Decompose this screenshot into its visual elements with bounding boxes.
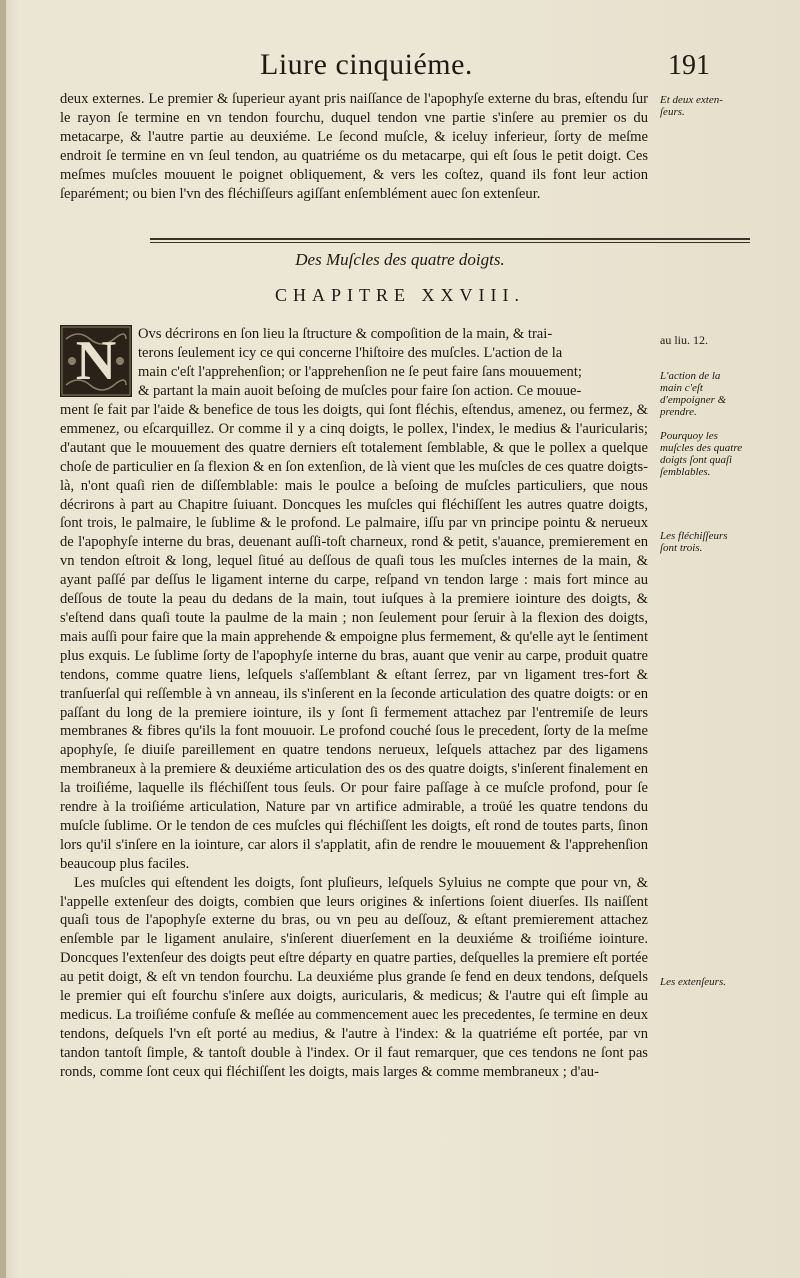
chapter-opening-lines	[138, 325, 650, 401]
chapter-body	[60, 401, 648, 1082]
margin-note: Et deux exten-ſeurs.	[660, 94, 723, 118]
paragraph-fingers-flexors: ment ſe fait par l'aide & benefice de tous les doigts, qui ſont fléchis, eſtendus, amenez, ou fermez, & emmenez, ou eſcarquillez. Or comme il y a cinq doigts, le pollex, l'index, le medius & l'auricularis; d'autant que le mouuement des quatre derniers eſt totalement ſemblable, & que le pollex a quelque choſe de particulier en ſa flexion & en ſon extenſion, de là vient que les muſcles de ces quatre doigts-là, n'ont quaſi rien de diſſemblable: mais le poulce a beſoing de muſcles particuliers, que nous décrirons à part au Chapitre ſuiuant. Doncques les muſcles qui fléchiſſent les autres quatre doigts, ſont trois, le palmaire, le ſublime & le profond. Le palmaire, iſſu par vn principe pointu & nerueux de l'apophyſe interne du bras, deuenant auſſi-toſt charneux, rond & petit, s'auance, premierement en vn tendon eſtroit & long, lequel ſitué au deſſous de quaſi tous les muſcles internes de la main, & ayant paſſé par deſſus le ligament interne du carpe, reſpand vn tendon large : mais fort mince au deſſous de toute la peau du dedans de la main, tout iuſques à la premiere iointure des doigts, & s'eſtend dans quaſi toute la paulme de la main ; non ſeulement pour ſeruir à la flexion des doigts, mais auſſi pour faire que la main apprehende & empoigne plus fermement, & qu'elle ayt le ſentiment plus exquis. Le ſublime ſorty de l'apophyſe interne du bras, auant que venir au carpe, produit quatre tendons, comme quatre liens, leſquels s'aſſemblant & eſtant ſerrez, par vn ligament tres-fort & tranſuerſal qui reſſemble à vn anneau, ils s'inſerent en la ſeconde articulation des quatre doigts: or en paſſant du long de la premiere iointure, ils y ſont ſi fermement attachez par l'entremiſe de leurs membranes & fibres qu'ils la font mouuoir. Le profond couché ſous le precedent, ſorty de la meſme apophyſe, ſe diuiſe pareillement en quatre tendons nerueux, leſquels attachez par des ligamens membraneux à la premiere & deuxiéme articulation des os des quatre doigts, s'inſerent finalement en la troiſiéme, laquelle ils fléchiſſent tous ſeuls. Or pour faire paſſage à ce muſcle profond, pour ſe rendre à la troiſiéme articulation, Nature par vn artifice admirable, a troüé les quatre tendons du muſcle ſublime. Or le tendon de ces muſcles qui fléchiſſent les doigts, eſt rond de toutes parts, ſinon lors qu'il s'inſere en la iointure, car alors il s'applatit, afin de rendre le mouuement & l'apprehenſion beaucoup plus faciles.	[60, 402, 648, 872]
paragraph-fingers-extensors: Les muſcles qui eſtendent les doigts, ſont pluſieurs, leſquels Syluius ne compte que pour vn, & l'appelle extenſeur des doigts, combien que leurs origines & inſertions ſoient diuerſes. Ils naiſſent quaſi tous de l'apophyſe externe du bras, ou vn peu au deſſouz, & eſtant premierement attachez enſemble par le ligament anulaire, s'inſerent diuerſement en la deuxiéme & troiſiéme iointure. Doncques l'extenſeur des doigts peut eſtre départy en quatre parties, deſquelles la premiere eſt portée au petit doigt, & eſt vn tendon fourchu. La deuxiéme plus grande ſe fend en deux tendons, deſquels le premier qui eſt fourchu s'inſere aux doigts, auricularis, & medicus; & l'autre qui eſt ſimple au medicus. La troiſiéme confuſe & meſlée au commencement auec les precedentes, ſe termine en deux tendons, deſquels l'vn eſt porté au medius, & l'autre à l'index: & la quatriéme eſt portée, par vn tandon tantoſt ſimple, & tantoſt double à l'index. Or il faut remarquer, que ces tendons ne ſont pas ronds, comme ſont ceux qui fléchiſſent les doigts, mais larges & comme membraneux ; d'au-	[60, 874, 648, 1080]
margin-note: L'action de la main c'eſt d'empoigner & prendre.	[660, 370, 727, 418]
chapter-heading: CHAPITRE XXVIII.	[275, 285, 525, 305]
ornamental-dropcap	[60, 325, 132, 397]
page-header	[60, 48, 710, 88]
cross-reference: au liu. 12.	[660, 333, 708, 347]
running-title: Liure cinquiéme.	[260, 48, 473, 81]
margin-note: Pourquoy les muſcles des quatre doigts ſont quaſi ſemblables.	[660, 430, 743, 478]
opening-line: Ovs décrirons en ſon lieu la ſtructure & compoſition de la main, & trai-	[138, 326, 553, 342]
intro-paragraph-text: deux externes. Le premier & ſuperieur ayant pris naiſſance de l'apophyſe externe du bras, eſtendu ſur le rayon ſe termine en vn tendon fourchu, duquel tendon vne partie s'inſere au premier os du metacarpe, & l'autre partie au deuxiéme. Le ſecond muſcle, & iceluy inferieur, ſorty de meſme endroit ſe termine en vn ſeul tendon, au quatriéme os du metacarpe, qui eſt ſous le petit doigt. Ces meſmes muſcles mouuent le poignet obliquement, & vers les coſtez, quand ils font leur action ſeparément; ou bien l'vn des fléchiſſeurs agiſſant enſemblément auec ſon extenſeur.	[60, 91, 648, 202]
margin-note: Les extenſeurs.	[660, 976, 726, 988]
page-number: 191	[668, 50, 710, 81]
section-divider	[150, 238, 750, 240]
opening-line: & partant la main auoit beſoing de muſcles pour faire ſon action. Ce mouue-	[138, 382, 582, 399]
opening-line: main c'eſt l'apprehenſion; or l'apprehenſion ne ſe peut faire ſans mouuement;	[138, 363, 582, 380]
intro-paragraph	[60, 90, 648, 203]
margin-note: Les fléchiſſeurs ſont trois.	[660, 530, 728, 554]
section-heading: Des Muſcles des quatre doigts.	[295, 250, 505, 269]
page-binding-edge	[0, 0, 6, 1278]
dropcap-letter: N	[75, 330, 117, 392]
section-divider-thin	[150, 242, 750, 243]
opening-line: terons ſeulement icy ce qui concerne l'hiſtoire des muſcles. L'action de la	[138, 344, 563, 361]
